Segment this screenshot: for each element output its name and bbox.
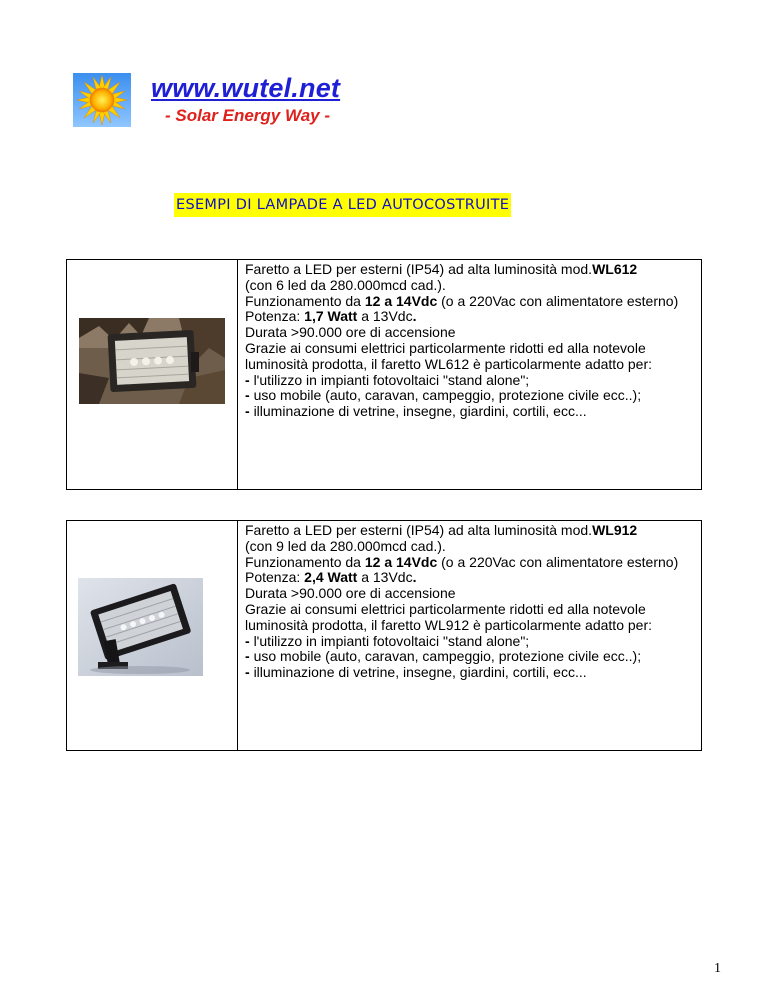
power-note: a 13Vdc xyxy=(357,308,413,325)
tagline: - Solar Energy Way - xyxy=(165,106,331,125)
use-item: - uso mobile (auto, caravan, campeggio, protezione civile ecc..); xyxy=(245,387,642,404)
product-photo-cell xyxy=(67,521,238,750)
power-supply-voltage: 12 a 14Vdc xyxy=(364,553,438,570)
product-description xyxy=(238,260,701,489)
power-end: . xyxy=(412,569,417,586)
power-label: Potenza: xyxy=(245,569,305,586)
document-title: ESEMPI DI LAMPADE A LED AUTOCOSTRUITE xyxy=(174,193,511,217)
power-value: 1,7 Watt xyxy=(304,308,358,325)
model-name: WL912 xyxy=(592,522,638,538)
product-card-wl612 xyxy=(66,259,702,490)
model-name: WL612 xyxy=(592,261,638,277)
power-value: 2,4 Watt xyxy=(304,569,358,586)
power-label: Potenza: xyxy=(245,308,305,325)
site-url-link[interactable]: www.wutel.net xyxy=(151,73,341,103)
product-description xyxy=(238,521,701,750)
led-info: (con 9 led da 280.000mcd cad.). xyxy=(245,537,446,554)
power-note: a 13Vdc xyxy=(357,569,413,586)
power-supply-voltage: 12 a 14Vdc xyxy=(364,292,438,309)
product-card-wl912 xyxy=(66,520,702,751)
led-floodlight-photo-icon xyxy=(78,578,203,676)
power-supply-note: (o a 220Vac con alimentatore esterno) xyxy=(437,292,679,309)
use-item: - illuminazione di vetrine, insegne, giardini, cortili, ecc... xyxy=(245,664,587,681)
power-supply-label: Funzionamento da xyxy=(245,292,365,309)
duration: Durata >90.000 ore di accensione xyxy=(245,585,456,602)
intro-text: Faretto a LED per esterni (IP54) ad alta luminosità mod. xyxy=(245,522,593,538)
led-info: (con 6 led da 280.000mcd cad.). xyxy=(245,276,446,293)
power-end: . xyxy=(412,308,417,325)
duration: Durata >90.000 ore di accensione xyxy=(245,324,456,341)
use-item: - uso mobile (auto, caravan, campeggio, protezione civile ecc..); xyxy=(245,648,642,665)
use-item: - l'utilizzo in impianti fotovoltaici "stand alone"; xyxy=(245,371,530,388)
power-supply-label: Funzionamento da xyxy=(245,553,365,570)
use-item: - illuminazione di vetrine, insegne, giardini, cortili, ecc... xyxy=(245,403,587,420)
use-item: - l'utilizzo in impianti fotovoltaici "stand alone"; xyxy=(245,632,530,649)
led-floodlight-photo-icon xyxy=(79,318,225,404)
intro-text: Faretto a LED per esterni (IP54) ad alta luminosità mod. xyxy=(245,261,593,277)
description: Grazie ai consumi elettrici particolarmente ridotti ed alla notevole luminosità prodotta, il faretto WL612 è particolarmente adatto per: xyxy=(245,339,652,372)
power-supply-note: (o a 220Vac con alimentatore esterno) xyxy=(437,553,679,570)
product-photo-cell xyxy=(67,260,238,489)
page-number: 1 xyxy=(714,961,721,976)
sun-logo-icon xyxy=(73,73,131,127)
description: Grazie ai consumi elettrici particolarmente ridotti ed alla notevole luminosità prodotta, il faretto WL912 è particolarmente adatto per: xyxy=(245,600,652,633)
